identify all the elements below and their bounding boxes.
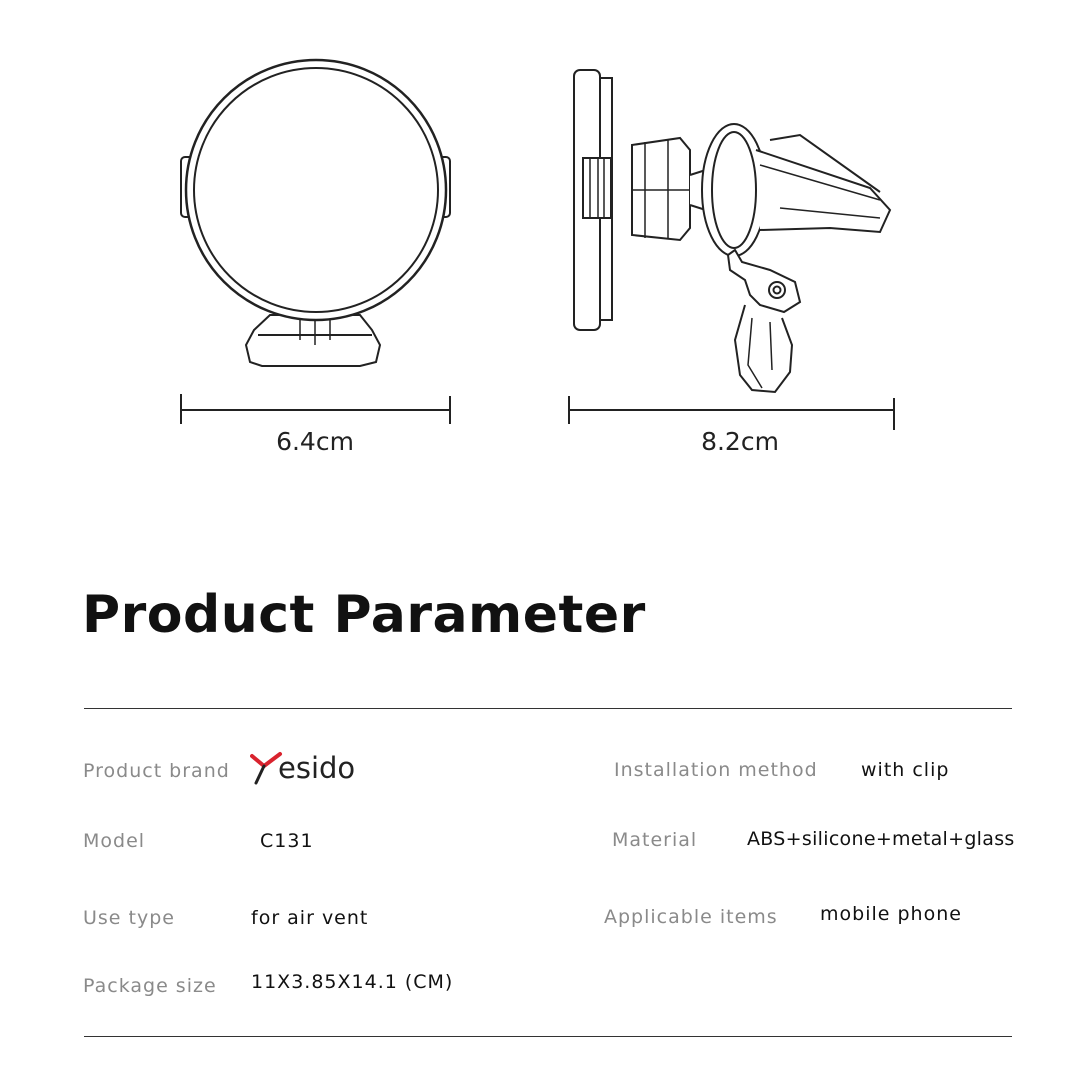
param-label-material: Material xyxy=(612,829,698,851)
param-label-package-size: Package size xyxy=(83,975,217,997)
param-value-use-type: for air vent xyxy=(251,907,369,929)
param-value-applicable: mobile phone xyxy=(820,903,962,925)
param-value-package-size: 11X3.85X14.1 (CM) xyxy=(251,971,454,993)
side-width-label: 8.2cm xyxy=(701,427,779,456)
dimension-lines xyxy=(181,394,894,430)
param-label-brand: Product brand xyxy=(83,760,230,782)
divider-top xyxy=(84,708,1012,709)
section-title: Product Parameter xyxy=(82,585,646,645)
param-label-use-type: Use type xyxy=(83,907,175,929)
brand-logo-text: esido xyxy=(278,751,356,785)
front-width-label: 6.4cm xyxy=(276,427,354,456)
param-label-installation: Installation method xyxy=(614,759,818,781)
param-value-model: C131 xyxy=(260,830,314,852)
side-view-drawing xyxy=(574,70,890,392)
param-label-applicable: Applicable items xyxy=(604,906,778,928)
param-value-material: ABS+silicone+metal+glass xyxy=(747,828,1015,850)
param-label-model: Model xyxy=(83,830,146,852)
brand-logo xyxy=(250,748,390,788)
front-view-drawing xyxy=(181,60,450,366)
product-drawings xyxy=(0,0,1080,470)
param-value-installation: with clip xyxy=(861,759,950,781)
divider-bottom xyxy=(84,1036,1012,1037)
